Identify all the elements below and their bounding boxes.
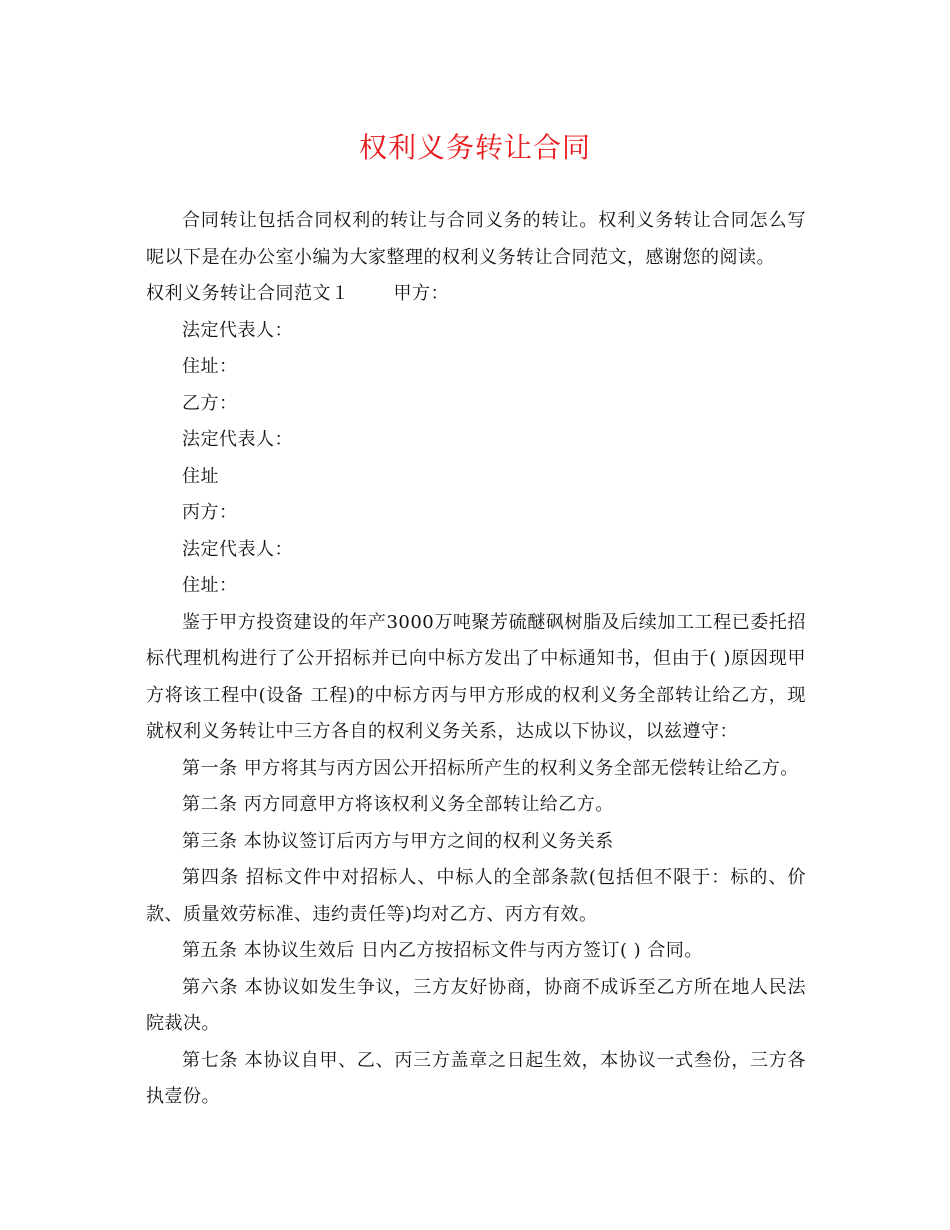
article-2: 第二条 丙方同意甲方将该权利义务全部转让给乙方。 (182, 794, 614, 815)
document-title: 权利义务转让合同 (358, 131, 591, 164)
document-body (146, 203, 806, 1116)
party-a-label: 甲方： (393, 283, 449, 304)
article-1: 第一条 甲方将其与丙方因公开招标所产生的权利义务全部无偿转让给乙方。 (182, 757, 799, 779)
article-6: 第六条 本协议如发生争议，三方友好协商，协商不成诉至乙方所在地人民法院裁决。 (146, 976, 806, 1034)
party-b-label: 乙方： (182, 392, 238, 414)
party-a-address: 住址： (182, 356, 238, 377)
party-b-representative: 法定代表人： (182, 429, 293, 450)
party-b-address: 住址 (182, 465, 219, 487)
article-7: 第七条 本协议自甲、乙、丙三方盖章之日起生效，本协议一式叁份，三方各执壹份。 (146, 1049, 806, 1107)
sample-heading: 权利义务转让合同范文１ (146, 283, 350, 304)
party-c-representative: 法定代表人： (182, 538, 293, 560)
sample-heading-line (146, 276, 806, 313)
party-c-label: 丙方： (182, 502, 238, 523)
intro-paragraph: 合同转让包括合同权利的转让与合同义务的转让。权利义务转让合同怎么写呢以下是在办公室小编为大家整理的权利义务转让合同范文，感谢您的阅读。 (146, 210, 806, 268)
article-4: 第四条 招标文件中对招标人、中标人的全部条款(包括但不限于：标的、价款、质量效劳标准、违约责任等)均对乙方、丙方有效。 (146, 867, 806, 925)
article-5: 第五条 本协议生效后 日内乙方按招标文件与丙方签订( ) 合同。 (182, 940, 703, 961)
party-a-representative: 法定代表人： (182, 319, 293, 341)
party-c-address: 住址： (182, 575, 238, 596)
preamble-paragraph: 鉴于甲方投资建设的年产3000万吨聚芳硫醚砜树脂及后续加工工程已委托招标代理机构进行了公开招标并已向中标方发出了中标通知书，但由于( )原因现甲方将该工程中(设备 工程)的中标方丙与甲方形成的权利义务全部转让给乙方，现就权利义务转让中三方各自的权利义务关系，达成以下协议，以兹遵守： (146, 611, 806, 742)
article-3: 第三条 本协议签订后丙方与甲方之间的权利义务关系 (182, 830, 614, 852)
